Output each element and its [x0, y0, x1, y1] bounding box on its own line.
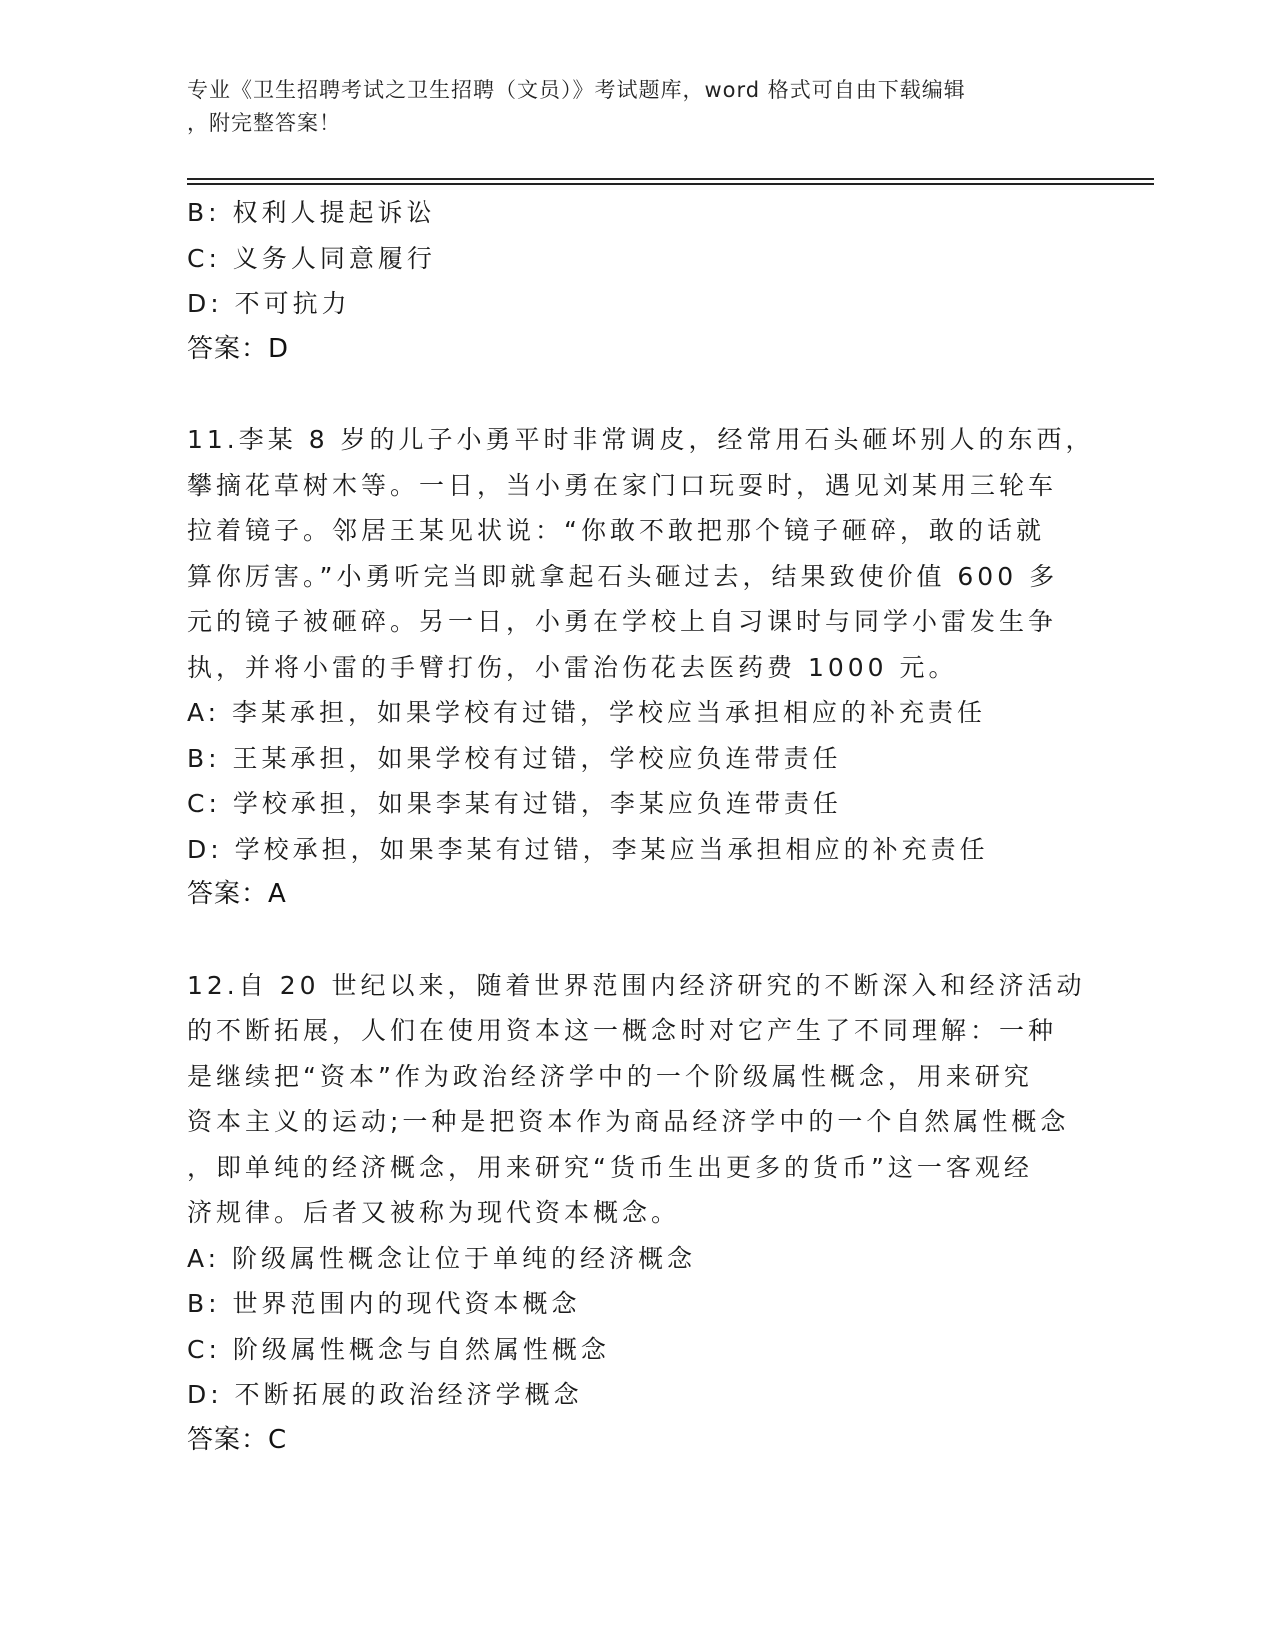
question-stem-line: 是继续把“资本”作为政治经济学中的一个阶级属性概念，用来研究 — [187, 1061, 1033, 1091]
header-line-1: 专业《卫生招聘考试之卫生招聘（文员）》考试题库，word 格式可自由下载编辑 — [187, 78, 966, 102]
question-stem-line: 算你厉害。”小勇听完当即就拿起石头砸过去，结果致使价值 600 多 — [187, 561, 1059, 591]
option-c: C: 义务人同意履行 — [187, 243, 436, 273]
header-line-2: ，附完整答案！ — [187, 111, 341, 135]
answer-line: 答案：A — [187, 879, 287, 909]
question-12-block — [187, 963, 1087, 1464]
question-stem-line: 资本主义的运动;一种是把资本作为商品经济学中的一个自然属性概念 — [187, 1107, 1070, 1136]
question-stem-line: 的不断拓展，人们在使用资本这一概念时对它产生了不同理解：一种 — [187, 1016, 1058, 1045]
header-divider-top — [187, 178, 1154, 180]
option-d: D: 不断拓展的政治经济学概念 — [187, 1380, 583, 1409]
document-header — [187, 74, 1067, 140]
question-stem-line: 11.李某 8 岁的儿子小勇平时非常调皮，经常用石头砸坏别人的东西， — [187, 425, 1095, 454]
spacer — [187, 918, 1087, 963]
question-stem-line: 济规律。后者又被称为现代资本概念。 — [187, 1198, 681, 1227]
question-content — [187, 190, 1095, 1463]
header-divider-bottom — [187, 183, 1154, 185]
option-c: C: 学校承担，如果李某有过错，李某应负连带责任 — [187, 789, 842, 818]
answer-line: 答案：C — [187, 1424, 288, 1455]
spacer — [187, 372, 1087, 417]
option-b: B: 王某承担，如果学校有过错，学校应负连带责任 — [187, 743, 842, 773]
option-d: D: 学校承担，如果李某有过错，李某应当承担相应的补充责任 — [187, 834, 989, 864]
question-stem-line: 元的镜子被砸碎。另一日，小勇在学校上自习课时与同学小雷发生争 — [187, 607, 1058, 636]
question-stem-line: 攀摘花草树木等。一日，当小勇在家门口玩耍时，遇见刘某用三轮车 — [187, 470, 1058, 500]
question-stem-line: 拉着镜子。邻居王某见状说：“你敢不敢把那个镜子砸碎，敢的话就 — [187, 516, 1045, 545]
option-b: B: 世界范围内的现代资本概念 — [187, 1289, 581, 1318]
question-stem-line: 执，并将小雷的手臂打伤，小雷治伤花去医药费 1000 元。 — [187, 652, 958, 682]
option-b: B: 权利人提起诉讼 — [187, 198, 436, 227]
answer-line: 答案：D — [187, 333, 290, 364]
question-11-block — [187, 417, 1095, 918]
option-c: C: 阶级属性概念与自然属性概念 — [187, 1334, 610, 1364]
question-stem-line: 12.自 20 世纪以来，随着世界范围内经济研究的不断深入和经济活动 — [187, 970, 1086, 1000]
option-a: A: 李某承担，如果学校有过错，学校应当承担相应的补充责任 — [187, 698, 987, 727]
question-stem-line: ，即单纯的经济概念，用来研究“货币生出更多的货币”这一客观经 — [187, 1152, 1033, 1182]
prev-question-block — [187, 190, 1087, 372]
option-a: A: 阶级属性概念让位于单纯的经济概念 — [187, 1243, 697, 1273]
option-d: D: 不可抗力 — [187, 289, 351, 318]
